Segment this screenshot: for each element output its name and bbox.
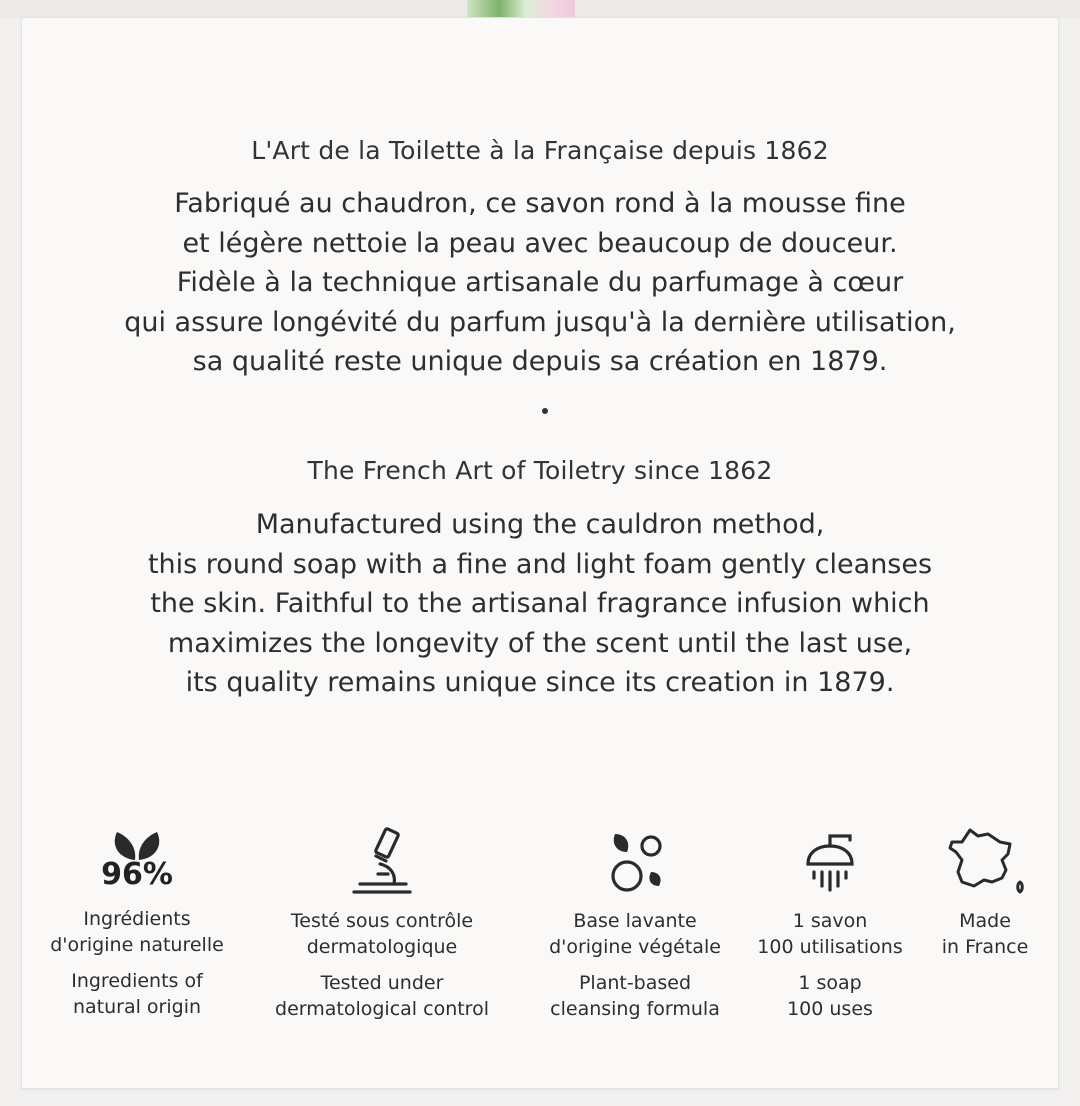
- english-line: maximizes the longevity of the scent until the last use,: [167, 627, 913, 659]
- english-paragraph: [0, 505, 1080, 703]
- derm-en-2: dermatological control: [275, 998, 489, 1020]
- french-line: Fidèle à la technique artisanale du parfumage à cœur: [176, 267, 904, 298]
- uses-en-2: 100 uses: [787, 998, 873, 1020]
- french-paragraph: [0, 184, 1080, 382]
- badge-row: [0, 826, 1080, 1066]
- shower-icon: [798, 826, 862, 898]
- microscope-icon: [350, 826, 414, 898]
- uses-fr-1: 1 savon: [792, 910, 868, 932]
- uses-fr-2: 100 utilisations: [757, 936, 903, 958]
- derm-fr-2: dermatologique: [306, 936, 458, 958]
- france-map-icon: [940, 826, 1030, 898]
- natural-fr-2: d'origine naturelle: [50, 934, 224, 956]
- natural-percent: 96%: [101, 857, 173, 892]
- uses-en-1: 1 soap: [798, 972, 862, 994]
- badge-uses: [745, 826, 915, 1022]
- plant-fr-1: Base lavante: [573, 910, 697, 932]
- natural-en-2: natural origin: [72, 996, 202, 1018]
- natural-en-1: Ingredients of: [71, 970, 203, 992]
- french-line: sa qualité reste unique depuis sa création en 1879.: [192, 346, 888, 377]
- separator-dot: [542, 408, 548, 414]
- france-fr-1: Made: [959, 910, 1011, 932]
- badge-made-in-france: [925, 826, 1045, 960]
- plant-en-1: Plant-based: [578, 972, 692, 994]
- english-line: its quality remains unique since its creation in 1879.: [185, 667, 895, 698]
- english-line: the skin. Faithful to the artisanal fragrance infusion which: [150, 588, 930, 619]
- english-heading: The French Art of Toiletry since 1862: [307, 456, 773, 485]
- english-line: Manufactured using the cauldron method,: [255, 509, 825, 540]
- badge-natural: [37, 826, 237, 1020]
- french-line: et légère nettoie la peau avec beaucoup de douceur.: [182, 227, 898, 259]
- natural-fr-1: Ingrédients: [83, 908, 191, 930]
- french-line: qui assure longévité du parfum jusqu'à la dernière utilisation,: [124, 306, 956, 338]
- badge-dermatological: [257, 826, 507, 1022]
- france-fr-2: in France: [941, 936, 1029, 958]
- french-heading: L'Art de la Toilette à la Française depuis 1862: [251, 136, 829, 165]
- english-line: this round soap with a fine and light foam gently cleanses: [147, 548, 933, 580]
- french-line: Fabriqué au chaudron, ce savon rond à la mousse fine: [174, 188, 906, 219]
- plant-en-2: cleansing formula: [550, 998, 720, 1020]
- plant-bubbles-icon: [599, 826, 671, 898]
- derm-fr-1: Testé sous contrôle: [290, 910, 474, 932]
- derm-en-1: Tested under: [320, 972, 444, 994]
- badge-plant-based: [530, 826, 740, 1022]
- plant-fr-2: d'origine végétale: [549, 936, 721, 958]
